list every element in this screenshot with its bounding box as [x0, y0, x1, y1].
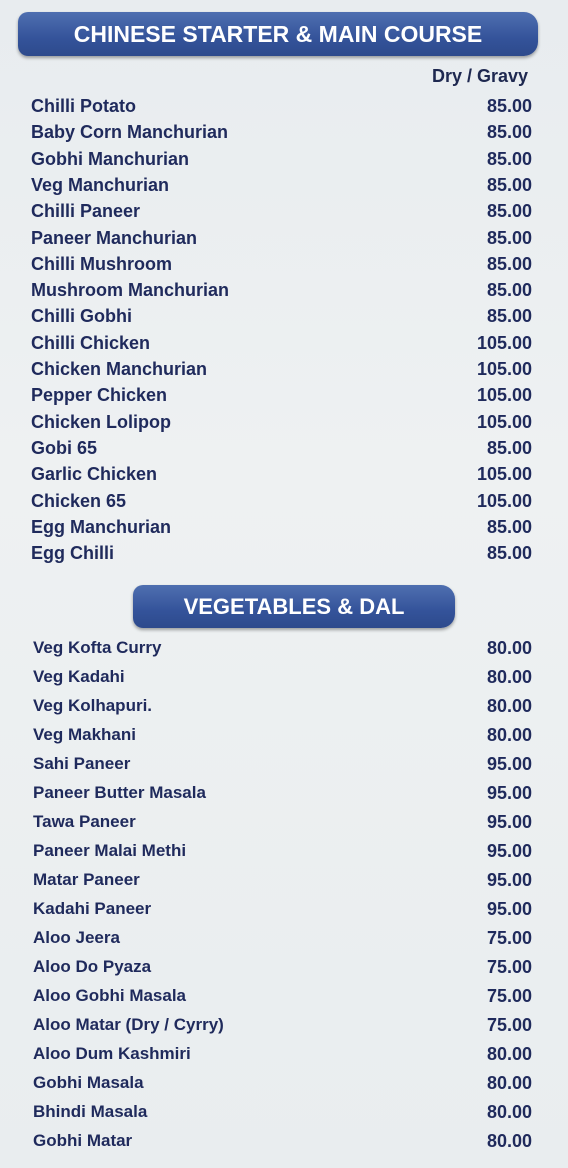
menu-item-name: Chilli Paneer: [31, 201, 141, 222]
menu-item-name: Chicken 65: [31, 490, 127, 511]
menu-item-name: Gobhi Masala: [33, 1073, 144, 1092]
menu-item-name: Sahi Paneer: [33, 754, 131, 773]
menu-item-price: 75.00: [486, 928, 532, 948]
menu-item-name: Bhindi Masala: [33, 1102, 148, 1121]
menu-item-name: Paneer Malai Methi: [33, 841, 187, 860]
menu-item-price: 85.00: [486, 437, 532, 458]
menu-item-name: Veg Kolhapuri.: [33, 696, 153, 715]
menu-item-name: Aloo Matar (Dry / Cyrry): [33, 1015, 224, 1034]
menu-item-price: 95.00: [486, 754, 532, 774]
menu-item-price: 85.00: [486, 516, 532, 537]
menu-item-price: 85.00: [486, 253, 532, 274]
menu-item-price: 85.00: [486, 306, 532, 327]
menu-item-name: Chicken Manchurian: [31, 359, 208, 379]
menu-item-price: 95.00: [486, 899, 532, 919]
menu-item-price: 105.00: [476, 490, 532, 511]
menu-item-price: 80.00: [486, 1073, 532, 1093]
menu-item-name: Chilli Mushroom: [31, 253, 172, 274]
menu-item-price: 95.00: [486, 812, 532, 832]
menu-item-name: Pepper Chicken: [31, 385, 168, 406]
menu-item-price: 80.00: [486, 725, 532, 745]
menu-item-name: Matar Paneer: [33, 870, 140, 889]
menu-item-name: Chilli Potato: [31, 96, 136, 116]
menu-item-price: 80.00: [486, 638, 532, 658]
menu-item-name: Veg Kadahi: [33, 667, 125, 686]
menu-item-price: 85.00: [486, 227, 532, 248]
menu-item-name: Veg Manchurian: [31, 174, 170, 195]
menu-item-name: Baby Corn Manchurian: [31, 122, 229, 143]
menu-item-name: Egg Manchurian: [31, 516, 172, 537]
menu-item-name: Chilli Gobhi: [31, 306, 132, 327]
menu-item-name: Veg Kofta Curry: [33, 638, 162, 657]
menu-item-price: 75.00: [486, 986, 532, 1006]
menu-item-name: Aloo Gobhi Masala: [33, 986, 187, 1005]
section-title-vegetables: VEGETABLES & DAL: [133, 585, 455, 628]
menu-item-name: Veg Makhani: [33, 725, 136, 744]
menu-item-name: Egg Chilli: [31, 543, 114, 564]
menu-item-price: 75.00: [486, 1015, 532, 1035]
menu-item-price: 85.00: [486, 122, 532, 143]
menu-item-name: Chilli Chicken: [31, 332, 151, 353]
menu-item-name: Gobhi Manchurian: [31, 148, 190, 169]
menu-item-name: Gobi 65: [31, 437, 98, 458]
menu-item-price: 105.00: [476, 332, 532, 353]
menu-item-price: 85.00: [486, 174, 532, 195]
menu-item-name: Tawa Paneer: [33, 812, 136, 831]
menu-item-price: 80.00: [486, 696, 532, 716]
menu-item-price: 105.00: [476, 464, 532, 485]
menu-item-name: Aloo Dum Kashmiri: [33, 1044, 191, 1063]
menu-item-price: 80.00: [486, 1102, 532, 1122]
section-title-chinese: CHINESE STARTER & MAIN COURSE: [18, 12, 538, 56]
menu-item-price: 85.00: [486, 543, 532, 564]
menu-item-price: 80.00: [486, 1044, 532, 1064]
menu-item-price: 105.00: [476, 411, 532, 432]
menu-item-name: Kadahi Paneer: [33, 899, 152, 918]
menu-item-name: Paneer Manchurian: [31, 227, 198, 248]
menu-item-price: 85.00: [486, 96, 532, 116]
menu-item-name: Garlic Chicken: [31, 464, 158, 485]
menu-item-name: Aloo Do Pyaza: [33, 957, 152, 976]
menu-item-name: Mushroom Manchurian: [31, 280, 230, 301]
menu-item-name: Gobhi Matar: [33, 1131, 133, 1150]
menu-item-price: 80.00: [486, 667, 532, 687]
menu-item-price: 80.00: [486, 1131, 532, 1151]
price-column-header: Dry / Gravy: [432, 66, 529, 86]
menu-item-price: 95.00: [486, 870, 532, 890]
menu-item-name: Paneer Butter Masala: [33, 783, 206, 802]
menu-item-price: 85.00: [486, 148, 532, 169]
menu-item-price: 85.00: [486, 280, 532, 301]
menu-item-name: Aloo Jeera: [33, 928, 120, 947]
menu-item-price: 105.00: [476, 385, 532, 406]
menu-item-price: 105.00: [476, 359, 532, 379]
menu-item-price: 95.00: [486, 841, 532, 861]
menu-item-price: 75.00: [486, 957, 532, 977]
menu-item-price: 85.00: [486, 201, 532, 222]
menu-item-price: 95.00: [486, 783, 532, 803]
menu-item-name: Chicken Lolipop: [31, 411, 172, 432]
